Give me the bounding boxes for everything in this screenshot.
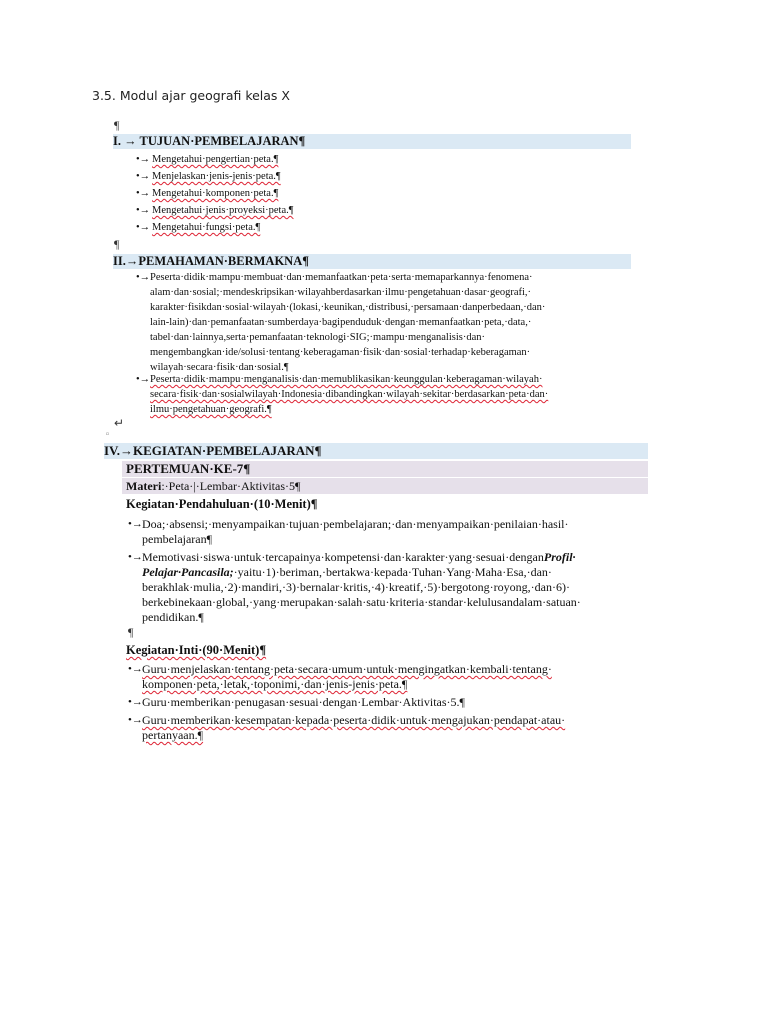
pendahuluan-list xyxy=(128,517,628,628)
list-item: •→ Guru·menjelaskan·tentang·peta·secara·umum·untuk·mengingatkan·kembali·tentang· komponen·peta,·letak,·toponimi,·dan·jenis-jenis·peta.¶ xyxy=(128,662,552,691)
list-item: •→ Mengetahui·pengertian·peta.¶ xyxy=(136,154,279,165)
cell-end-mark: ¤ xyxy=(106,432,109,438)
meeting-heading: PERTEMUAN·KE-7¶ xyxy=(126,461,251,476)
document-title: 3.5. Modul ajar geografi kelas X xyxy=(92,88,290,103)
section-heading-kegiatan: IV.→KEGIATAN·PEMBELAJARAN¶ xyxy=(104,443,648,459)
list-item: •→ Mengetahui·jenis·proyeksi·peta.¶ xyxy=(136,205,294,216)
list-item: •→ Mengetahui·komponen·peta.¶ xyxy=(136,188,279,199)
pendahuluan-heading: Kegiatan·Pendahuluan·(10·Menit)¶ xyxy=(126,497,318,511)
list-item: •→ Guru·memberikan·penugasan·sesuai·dengan·Lembar·Aktivitas·5.¶ xyxy=(128,695,465,709)
pilcrow-mark: ¶ xyxy=(128,625,134,639)
list-item: •→ Mengetahui·fungsi·peta.¶ xyxy=(136,222,261,233)
tujuan-list xyxy=(136,152,294,235)
pemahaman-paragraph-2: •→ Peserta·didik·mampu·menganalisis·dan·memublikasikan·keunggulan·keberagaman·wilayah· secara·fisik·dan·sosialwilayah·Indonesia·dibandingkan·wilayah·sekitar·berdasarkan·peta·dan· ilmu·pengetahuan·geografi.¶ xyxy=(136,374,549,415)
section-heading-tujuan: I. → TUJUAN·PEMBELAJARAN¶ xyxy=(113,134,631,149)
list-item: •→ Menjelaskan·jenis-jenis·peta.¶ xyxy=(136,171,281,182)
list-item: •→ Guru·memberikan·kesempatan·kepada·peserta·didik·untuk·mengajukan·pendapat·atau· pertanyaan.¶ xyxy=(128,713,566,742)
materi-line: Materi:·Peta·|·Lembar·Aktivitas·5¶ xyxy=(126,479,301,493)
inti-heading: Kegiatan·Inti·(90·Menit)¶ xyxy=(126,643,267,657)
return-mark: ↵ xyxy=(114,416,125,430)
pemahaman-paragraph-1: •→ Peserta·didik·mampu·membuat·dan·memanfaatkan·peta·serta·memaparkannya·fenomena· alam·dan·sosial;·mendeskripsikan·wilayahberdasarkan·ilmu·pengetahuan·dasar·geografi,· karakter·fisikdan·sosial·wilayah·(lokasi,·keunikan,·distribusi,·persamaan·danperbedaan,·dan· lain-lain)·dan·pemanfaatan·sumberdaya·bagipenduduk·dengan·memanfaatkan·peta,·data,· tabel·dan·lainnya,serta·pemanfaatan·teknologi·SIG;·mampu·menganalisis·dan· mengembangkan·ide/solusi·tentang·keberagaman·fisik·dan·sosial·terhadap·keberagaman· wilayah·secara·fisik·dan·sosial.¶ xyxy=(136,272,546,373)
list-item: •→ Memotivasi·siswa·untuk·tercapainya·kompetensi·dan·karakter·yang·sesuai·denganProfil· Pelajar·Pancasila;·yaitu·1)·beriman,·bertakwa·kepada·Tuhan·Yang·Maha·Esa,·dan· berakhlak·mulia,·2)·mandiri,·3)·bernalar·kritis,·4)·kreatif,·5)·bergotong·royong,·dan·6)· berkebinekaan·global,·yang·merupakan·salah·satu·kriteria·standar·kelulusandalam·satuan· pendidikan.¶ xyxy=(128,550,581,624)
list-item: •→ Doa;·absensi;·menyampaikan·tujuan·pembelajaran;·dan·menyampaikan·penilaian·hasil· pembelajaran¶ xyxy=(128,517,569,546)
pilcrow-mark: ¶ xyxy=(114,237,120,251)
section-heading-pemahaman: II.→PEMAHAMAN·BERMAKNA¶ xyxy=(113,254,631,269)
pilcrow-mark: ¶ xyxy=(114,118,120,132)
inti-list xyxy=(128,662,628,746)
